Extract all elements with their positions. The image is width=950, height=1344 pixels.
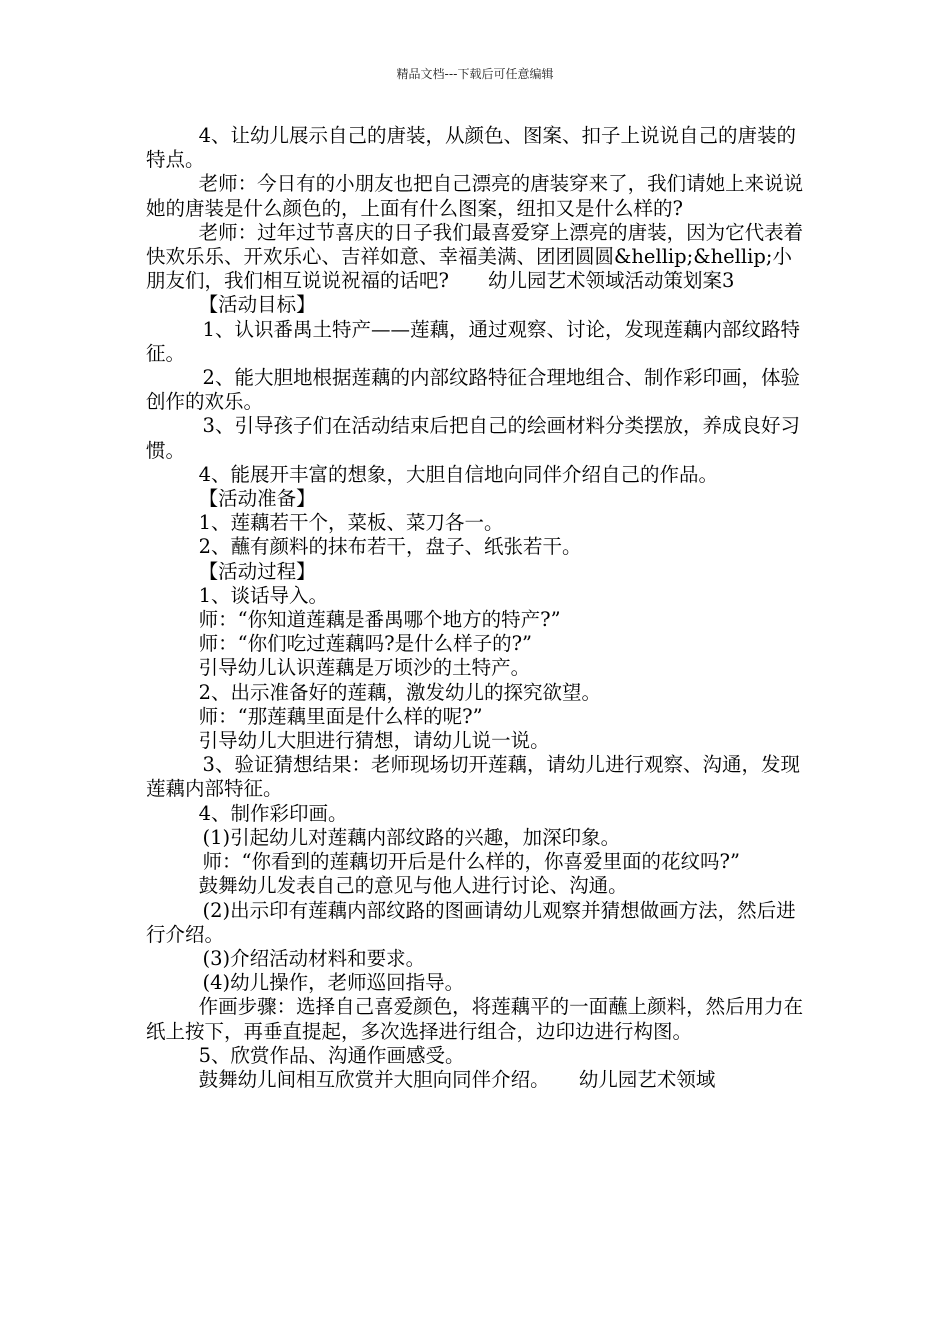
- section-heading: 【活动准备】: [198, 487, 316, 511]
- paragraph: 鼓舞幼儿间相互欣赏并大胆向同伴介绍。 幼儿园艺术领域: [198, 1067, 716, 1091]
- paragraph: 引导幼儿大胆进行猜想，请幼儿说一说。: [198, 729, 550, 753]
- paragraph: 5、欣赏作品、沟通作画感受。: [198, 1043, 465, 1067]
- paragraph: 2、出示准备好的莲藕，激发幼儿的探究欲望。: [198, 680, 602, 704]
- paragraph: 3、引导孩子们在活动结束后把自己的绘画材料分类摆放，养成良好习惯。: [146, 414, 800, 462]
- paragraph: 师：“那莲藕里面是什么样的呢?”: [198, 704, 483, 728]
- section-heading: 【活动过程】: [198, 559, 316, 583]
- paragraph: 4、让幼儿展示自己的唐装，从颜色、图案、扣子上说说自己的唐装的特点。: [146, 124, 797, 172]
- paragraph: (4)幼儿操作，老师巡回指导。: [202, 971, 465, 995]
- page-header: 精品文档---下载后可任意编辑: [396, 67, 554, 81]
- paragraph: 引导幼儿认识莲藕是万顷沙的土特产。: [198, 656, 531, 680]
- section-heading: 【活动目标】: [198, 293, 316, 317]
- paragraph: 4、能展开丰富的想象，大胆自信地向同伴介绍自己的作品。: [198, 462, 719, 486]
- paragraph: 4、制作彩印画。: [198, 801, 348, 825]
- paragraph: (1)引起幼儿对莲藕内部纹路的兴趣，加深印象。: [202, 825, 621, 849]
- paragraph: 老师：今日有的小朋友也把自己漂亮的唐装穿来了，我们请她上来说说她的唐装是什么颜色的，上面有什么图案，纽扣又是什么样的?: [146, 172, 804, 220]
- paragraph: 1、莲藕若干个，菜板、菜刀各一。: [198, 511, 504, 535]
- paragraph: 2、能大胆地根据莲藕的内部纹路特征合理地组合、制作彩印画，体验创作的欢乐。: [146, 366, 800, 414]
- paragraph: 1、谈话导入。: [198, 583, 329, 607]
- paragraph: 1、认识番禺土特产——莲藕，通过观察、讨论，发现莲藕内部纹路特征。: [146, 317, 800, 365]
- paragraph: 2、蘸有颜料的抹布若干，盘子、纸张若干。: [198, 535, 582, 559]
- paragraph: 作画步骤：选择自己喜爱颜色，将莲藕平的一面蘸上颜料，然后用力在纸上按下，再垂直提起，多次选择进行组合，边印边进行构图。: [146, 995, 804, 1043]
- paragraph: (3)介绍活动材料和要求。: [202, 946, 426, 970]
- paragraph: 老师：过年过节喜庆的日子我们最喜爱穿上漂亮的唐装，因为它代表着快欢乐乐、开欢乐心、吉祥如意、幸福美满、团团圆圆&hellip;&hellip;小朋友们，我们相互说说祝福的话吧? 幼儿园艺术领域活动策划案3: [146, 220, 804, 293]
- paragraph: 师：“你们吃过莲藕吗?是什么样子的?”: [198, 632, 532, 656]
- paragraph: 师：“你知道莲藕是番禺哪个地方的特产?”: [198, 608, 561, 632]
- paragraph: 鼓舞幼儿发表自己的意见与他人进行讨论、沟通。: [198, 874, 628, 898]
- paragraph: (2)出示印有莲藕内部纹路的图画请幼儿观察并猜想做画方法，然后进行介绍。: [146, 898, 796, 946]
- document-body: [146, 124, 810, 1092]
- paragraph: 师：“你看到的莲藕切开后是什么样的，你喜爱里面的花纹吗?”: [202, 850, 740, 874]
- paragraph: 3、验证猜想结果：老师现场切开莲藕，请幼儿进行观察、沟通，发现莲藕内部特征。: [146, 753, 800, 801]
